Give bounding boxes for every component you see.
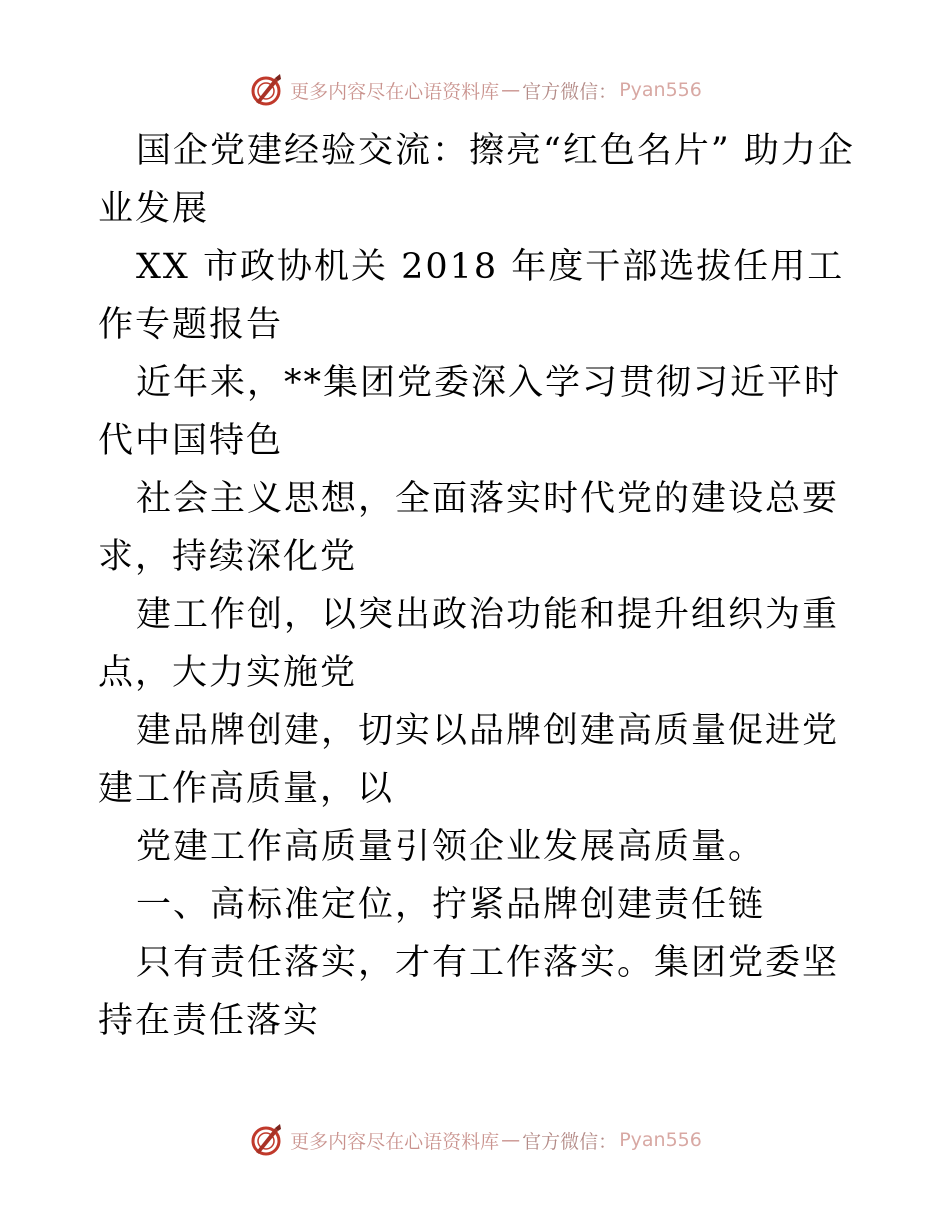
watermark-official-text: 官方微信： bbox=[522, 1130, 618, 1153]
body-paragraph: 只有责任落实，才有工作落实。集团党委坚持在责任落实 bbox=[98, 943, 840, 1041]
document-subtitle: XX 市政协机关 2018 年度干部选拔任用工作专题报告 bbox=[98, 247, 845, 345]
watermark-dash: — bbox=[501, 79, 521, 101]
body-paragraph: 建品牌创建，切实以品牌创建高质量促进党建工作高质量，以 bbox=[98, 711, 840, 809]
body-paragraph: 党建工作高质量引领企业发展高质量。 bbox=[136, 827, 766, 867]
body-paragraph: 近年来，**集团党委深入学习贯彻习近平时代中国特色 bbox=[98, 363, 842, 461]
footer-watermark bbox=[0, 1120, 950, 1160]
body-paragraph: 建工作创，以突出政治功能和提升组织为重点，大力实施党 bbox=[98, 595, 840, 693]
document-body bbox=[98, 122, 858, 1050]
header-watermark bbox=[0, 70, 950, 110]
watermark-wechat-id: Pyan556 bbox=[619, 1129, 702, 1151]
section-heading: 一、高标准定位，拧紧品牌创建责任链 bbox=[136, 885, 766, 925]
quill-pen-seal-icon bbox=[248, 72, 284, 108]
quill-pen-seal-icon bbox=[248, 1122, 284, 1158]
document-title: 国企党建经验交流：擦亮“红色名片” 助力企业发展 bbox=[98, 131, 855, 229]
watermark-wechat-id: Pyan556 bbox=[619, 79, 702, 101]
watermark-dash: — bbox=[501, 1129, 521, 1151]
watermark-site-text: 更多内容尽在心语资料库 bbox=[290, 1130, 500, 1153]
watermark-site-text: 更多内容尽在心语资料库 bbox=[290, 80, 500, 103]
body-paragraph: 社会主义思想，全面落实时代党的建设总要求，持续深化党 bbox=[98, 479, 840, 577]
watermark-official-text: 官方微信： bbox=[522, 80, 618, 103]
